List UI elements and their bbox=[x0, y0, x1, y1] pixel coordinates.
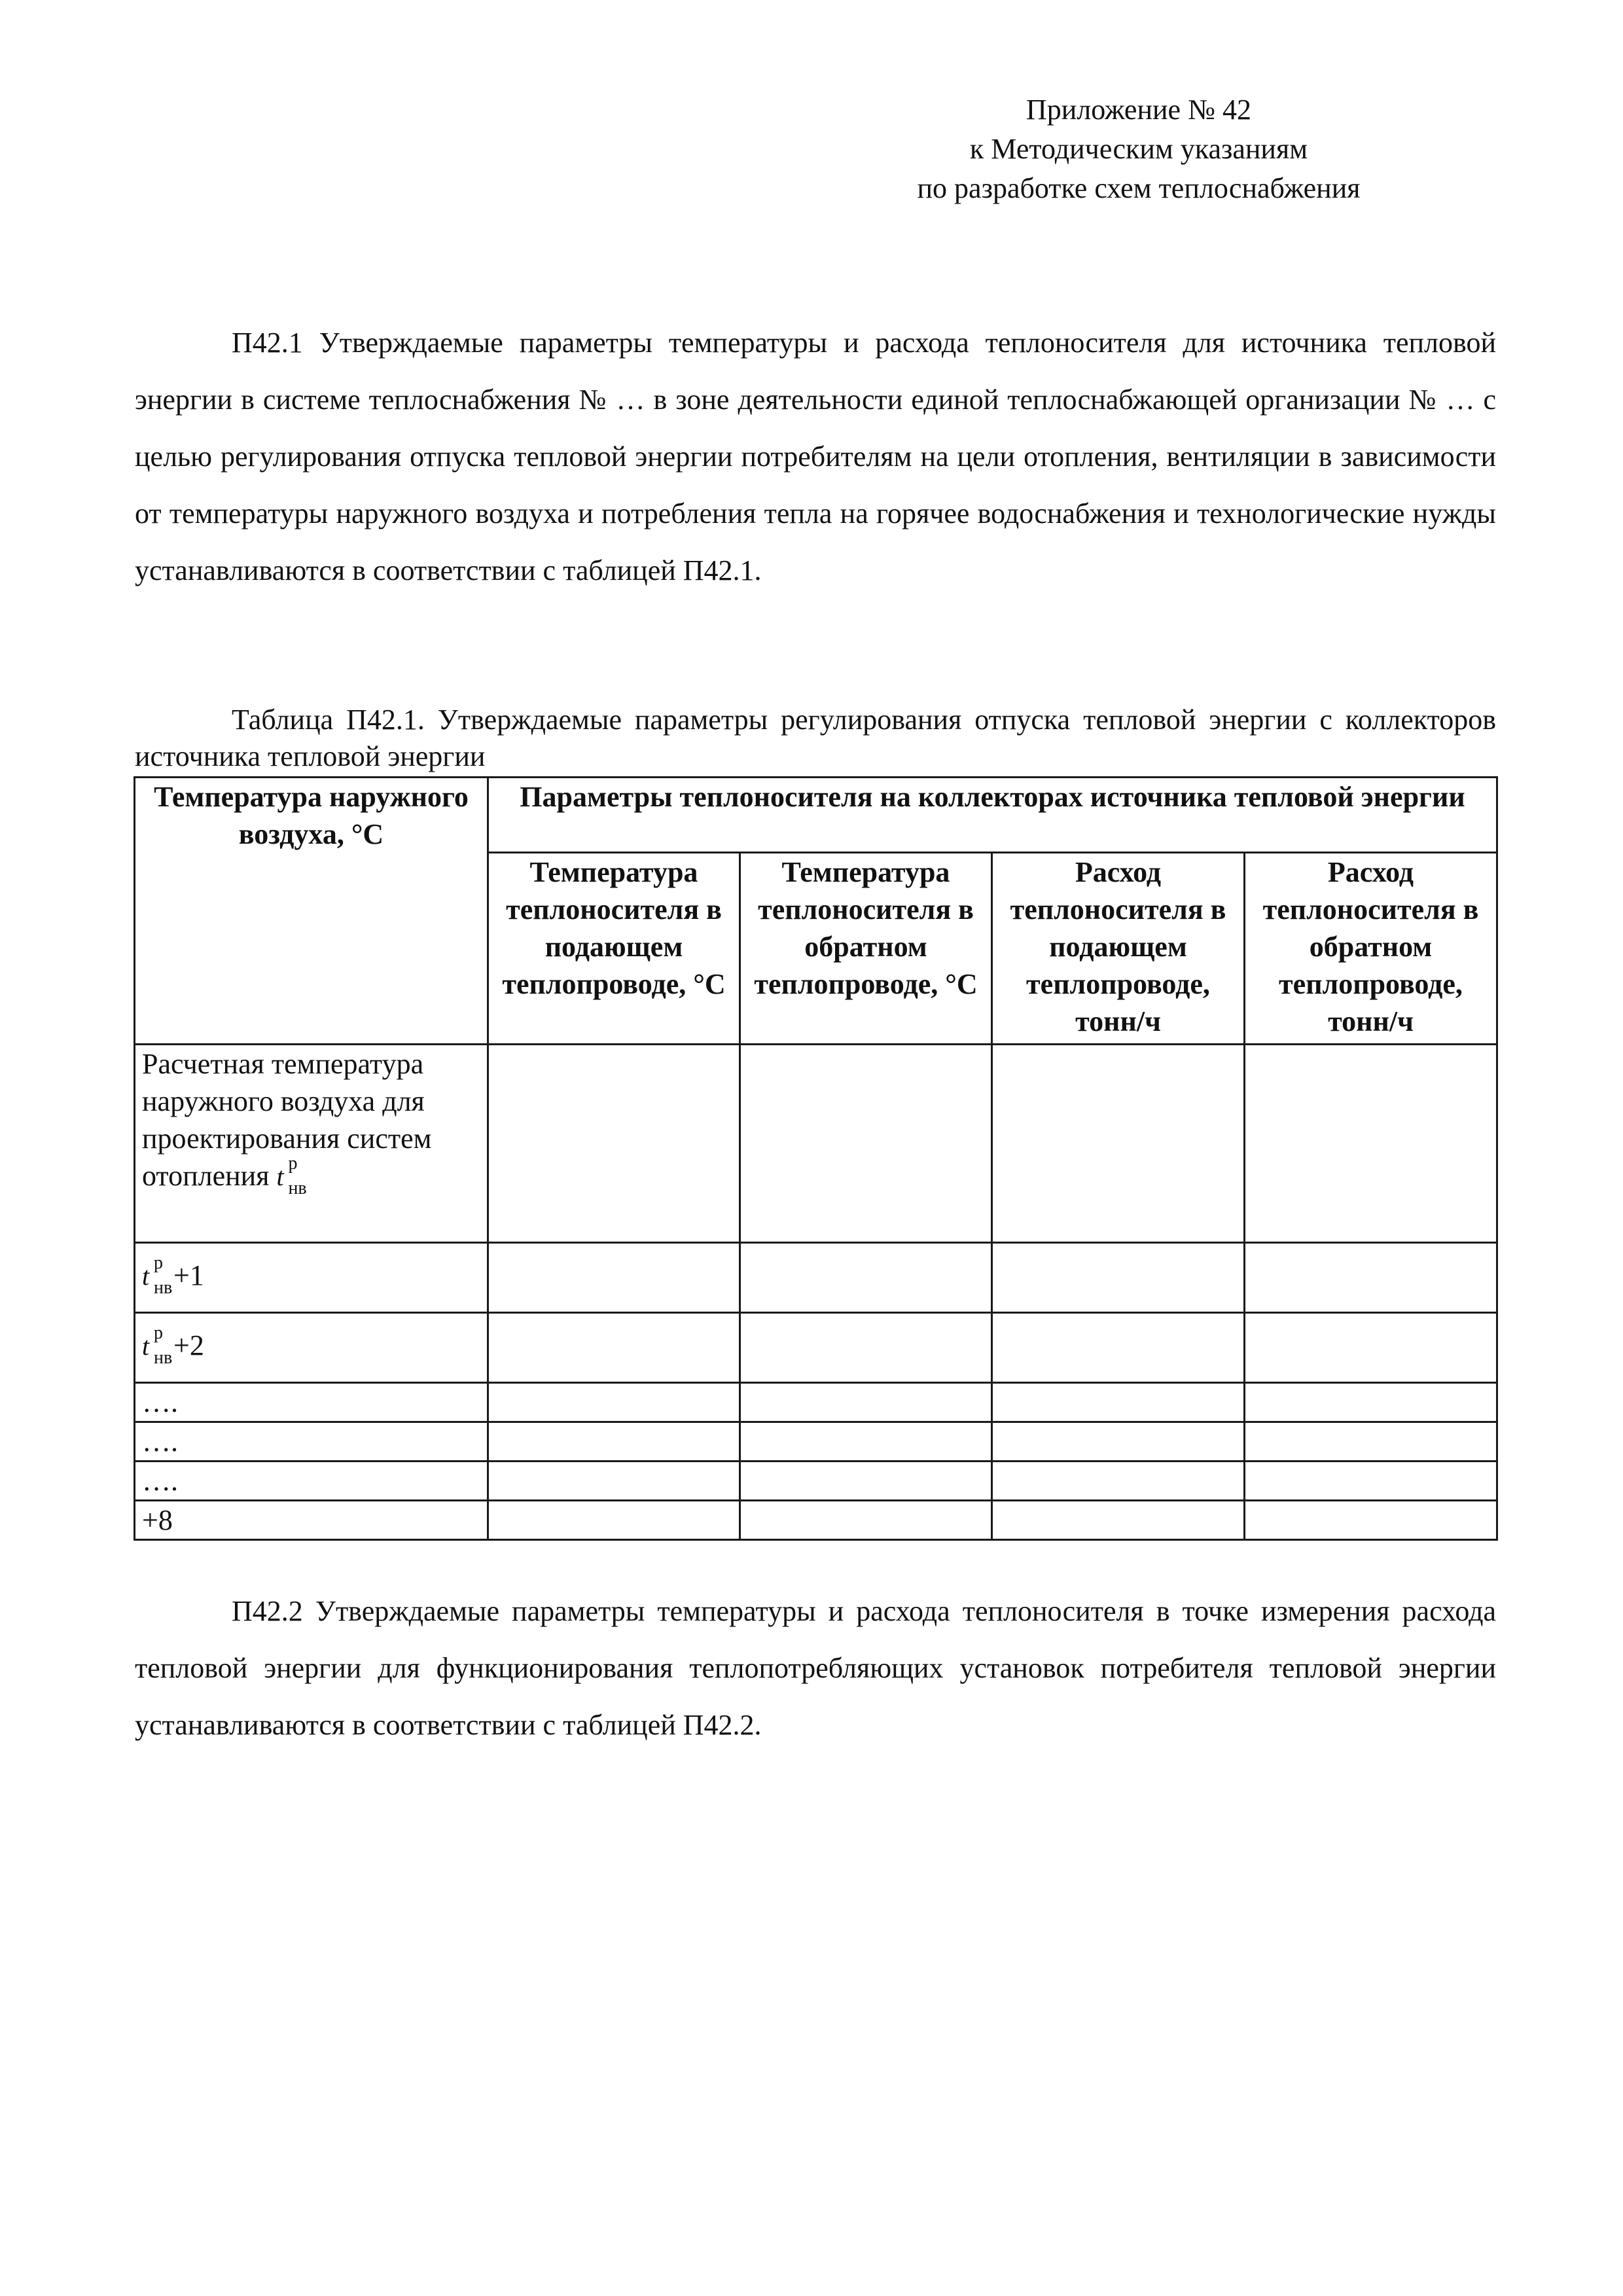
t-design-symbol: t р нв bbox=[276, 1153, 307, 1198]
outdoor-temperature-header: Температура наружного воздуха, °С bbox=[135, 778, 488, 1045]
table-cell[interactable] bbox=[992, 1383, 1245, 1422]
table-row bbox=[135, 1501, 1497, 1540]
t-design-symbol: t р нв bbox=[142, 1253, 173, 1298]
design-plus-1-cell: t р нв +1 bbox=[135, 1243, 488, 1313]
table-cell[interactable] bbox=[1245, 1383, 1497, 1422]
design-temperature-cell bbox=[135, 1045, 488, 1243]
section-p42-2-paragraph: П42.2 Утверждаемые параметры температуры и расхода теплоносителя в точке измерения расхода тепловой энергии для функционирования теплопотребляющих установок потребителя тепловой энергии устанавливаются в соответствии с таблицей П42.2. bbox=[135, 1595, 1496, 1741]
table-cell[interactable] bbox=[740, 1313, 992, 1383]
table-row bbox=[135, 1313, 1497, 1383]
table-cell[interactable] bbox=[740, 1422, 992, 1462]
supply-temperature-header: Температура теплоносителя в подающем теплопроводе, °С bbox=[488, 853, 740, 1045]
table-cell[interactable] bbox=[488, 1243, 740, 1313]
table-cell[interactable] bbox=[740, 1383, 992, 1422]
table-cell[interactable] bbox=[488, 1313, 740, 1383]
table-cell[interactable] bbox=[992, 1422, 1245, 1462]
table-cell[interactable] bbox=[1245, 1243, 1497, 1313]
table-cell[interactable] bbox=[488, 1462, 740, 1501]
design-plus-2-cell: t р нв +2 bbox=[135, 1313, 488, 1383]
appendix-reference: к Методическим указаниям bbox=[969, 133, 1308, 165]
table-cell[interactable] bbox=[1245, 1462, 1497, 1501]
appendix-number: Приложение № 42 bbox=[1026, 94, 1252, 126]
design-temperature-label: Расчетная температура наружного воздуха для проектирования систем отопления bbox=[142, 1048, 432, 1192]
table-row bbox=[135, 1045, 1497, 1243]
table-cell[interactable] bbox=[1245, 1045, 1497, 1243]
table-row bbox=[135, 1462, 1497, 1501]
return-flow-header: Расход теплоносителя в обратном теплопроводе, тонн/ч bbox=[1245, 853, 1497, 1045]
table-cell[interactable] bbox=[740, 1501, 992, 1540]
table-cell[interactable] bbox=[488, 1045, 740, 1243]
table-cell[interactable] bbox=[1245, 1501, 1497, 1540]
table-cell[interactable] bbox=[992, 1462, 1245, 1501]
table-cell[interactable] bbox=[488, 1383, 740, 1422]
table-cell[interactable] bbox=[740, 1462, 992, 1501]
table-cell[interactable] bbox=[992, 1313, 1245, 1383]
table-row bbox=[135, 1422, 1497, 1462]
table-cell[interactable] bbox=[1245, 1313, 1497, 1383]
ellipsis-cell: …. bbox=[135, 1422, 488, 1462]
table-row bbox=[135, 1383, 1497, 1422]
plus-8-cell: +8 bbox=[135, 1501, 488, 1540]
table-cell[interactable] bbox=[992, 1045, 1245, 1243]
ellipsis-cell: …. bbox=[135, 1383, 488, 1422]
coolant-parameters-group-header: Параметры теплоносителя на коллекторах источника тепловой энергии bbox=[488, 778, 1497, 853]
table-cell[interactable] bbox=[488, 1422, 740, 1462]
ellipsis-cell: …. bbox=[135, 1462, 488, 1501]
table-row bbox=[135, 1243, 1497, 1313]
t-design-symbol: t р нв bbox=[142, 1323, 173, 1368]
appendix-header bbox=[818, 90, 1459, 208]
return-temperature-header: Температура теплоносителя в обратном теплопроводе, °С bbox=[740, 853, 992, 1045]
parameters-table bbox=[134, 776, 1498, 1541]
table-cell[interactable] bbox=[992, 1243, 1245, 1313]
table-cell[interactable] bbox=[488, 1501, 740, 1540]
table-cell[interactable] bbox=[992, 1501, 1245, 1540]
appendix-subject: по разработке схем теплоснабжения bbox=[917, 172, 1361, 204]
supply-flow-header: Расход теплоносителя в подающем теплопроводе, тонн/ч bbox=[992, 853, 1245, 1045]
section-p42-1-paragraph: П42.1 Утверждаемые параметры температуры и расхода теплоносителя для источника тепловой энергии в системе теплоснабжения № … в зоне деятельности единой теплоснабжающей организации № … с целью регулирования отпуска тепловой энергии потребителям на цели отопления, вентиляции в зависимости от температуры наружного воздуха и потребления тепла на горячее водоснабжения и технологические нужды устанавливаются в соответствии с таблицей П42.1. bbox=[135, 327, 1496, 586]
table-cell[interactable] bbox=[740, 1243, 992, 1313]
table-cell[interactable] bbox=[740, 1045, 992, 1243]
table-cell[interactable] bbox=[1245, 1422, 1497, 1462]
table-caption: Таблица П42.1. Утверждаемые параметры регулирования отпуска тепловой энергии с коллекторов источника тепловой энергии bbox=[135, 704, 1496, 772]
